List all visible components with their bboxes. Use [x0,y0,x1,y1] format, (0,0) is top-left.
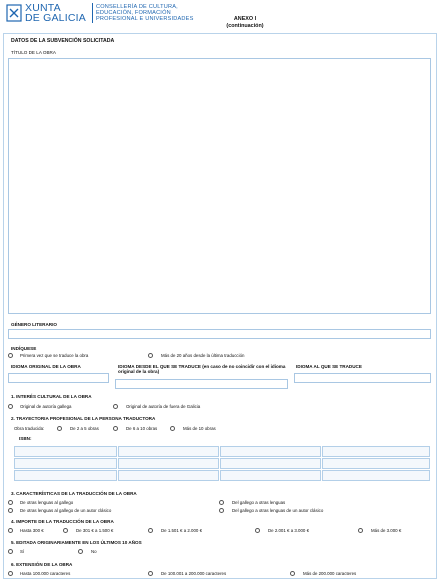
option-galician-author: Original de autoría gallega [20,404,72,409]
annex-title: ANEXO I [233,16,257,22]
radio-2001-3000[interactable] [255,528,260,533]
radio-galician-to-other-classic[interactable] [219,508,224,513]
option-more-10-works: Más de 10 obras [183,426,216,431]
isbn-cell[interactable] [322,470,430,481]
option-galician-to-other-classic: Del gallego a otras lenguas de un autor clásico [232,508,324,513]
radio-301-1500[interactable] [63,528,68,533]
option-other-to-galician: De otras lenguas al gallego [20,500,74,505]
option-1501-2000: De 1.501 € a 2.000 € [161,528,203,533]
radio-100001-200000[interactable] [148,571,153,576]
option-more-200000: Más de 200.000 caracteres [303,571,357,576]
radio-up-to-300[interactable] [8,528,13,533]
indicate-label: INDÍQUESE [11,346,37,351]
lang-to-input[interactable] [294,373,431,383]
radio-non-galician-author[interactable] [113,404,118,409]
isbn-label: ISBN: [19,436,32,441]
genre-input[interactable] [8,329,431,339]
option-2001-3000: De 2.001 € a 3.000 € [268,528,310,533]
radio-galician-author[interactable] [8,404,13,409]
option-more-3000: Más de 3.000 € [371,528,402,533]
q4-label: 4. IMPORTE DE LA TRADUCCIÓN DE LA OBRA [11,519,114,524]
radio-up-to-100000[interactable] [8,571,13,576]
option-2-5-works: De 2 a 5 obras [70,426,99,431]
isbn-cell[interactable] [118,446,219,457]
isbn-grid [14,446,432,486]
radio-galician-to-other[interactable] [219,500,224,505]
logo-text-galicia: DE GALICIA [25,12,86,24]
isbn-cell[interactable] [322,458,430,469]
radio-more-10-works[interactable] [170,426,175,431]
lang-original-input[interactable] [8,373,109,383]
consellería-line-3: PROFESIONAL E UNIVERSIDADES [96,16,194,22]
isbn-cell[interactable] [220,446,321,457]
radio-1501-2000[interactable] [148,528,153,533]
radio-2-5-works[interactable] [57,426,62,431]
logo-text-xunta: XUNTA [25,2,61,14]
genre-label: GÉNERO LITERARIO [11,322,57,327]
option-6-10-works: De 6 a 10 obras [126,426,158,431]
isbn-cell[interactable] [220,470,321,481]
isbn-cell[interactable] [14,470,117,481]
option-other-to-galician-classic: De otras lenguas al gallego de un autor clásico [20,508,112,513]
lang-original-label: IDIOMA ORIGINAL DE LA OBRA [11,364,81,369]
radio-other-to-galician[interactable] [8,500,13,505]
isbn-cell[interactable] [322,446,430,457]
title-input[interactable] [8,58,431,314]
lang-to-label: IDIOMA AL QUE SE TRADUCE [296,364,362,369]
section-title: DATOS DE LA SUBVENCIÓN SOLICITADA [11,38,115,44]
consellería-line-2: EDUCACIÓN, FORMACIÓN [96,10,171,16]
lang-from-label: IDIOMA DESDE EL QUE SE TRADUCE (en caso de no coincidir con el idioma original de la obra) [118,364,286,374]
radio-6-10-works[interactable] [113,426,118,431]
isbn-cell[interactable] [14,458,117,469]
option-first-translation: Primera vez que se traduce la obra [20,353,89,358]
logo-separator [92,3,93,23]
option-up-to-100000: Hasta 100.000 caracteres [20,571,71,576]
consellería-line-1: CONSELLERÍA DE CULTURA, [96,4,178,10]
annex-subtitle: (continuación) [226,23,264,29]
q2-prefix: Obra traducida: [14,426,45,431]
xunta-logo-icon [6,4,22,22]
option-301-1500: De 301 € a 1.500 € [76,528,114,533]
radio-other-to-galician-classic[interactable] [8,508,13,513]
lang-from-input[interactable] [115,379,288,389]
q5-label: 5. EDITADA ORIGINARIAMENTE EN LOS ÚLTIMOS 10 AÑOS [11,540,142,545]
q1-label: 1. INTERÉS CULTURAL DE LA OBRA [11,394,92,399]
radio-yes[interactable] [8,549,13,554]
option-galician-to-other: Del gallego a otras lenguas [232,500,286,505]
q2-label: 2. TRAYECTORIA PROFESIONAL DE LA PERSONA TRADUCTORA [11,416,156,421]
isbn-cell[interactable] [14,446,117,457]
isbn-cell[interactable] [220,458,321,469]
option-non-galician-author: Original de autoría de fuera de Galicia [126,404,201,409]
radio-more-3000[interactable] [358,528,363,533]
q3-label: 3. CARACTERÍSTICAS DE LA TRADUCCIÓN DE LA OBRA [11,491,137,496]
radio-first-translation[interactable] [8,353,13,358]
title-label: TÍTULO DE LA OBRA [11,50,56,55]
radio-no[interactable] [78,549,83,554]
option-20-years: Más de 20 años desde la última traducción [161,353,245,358]
option-no: No [91,549,97,554]
radio-20-years[interactable] [148,353,153,358]
option-up-to-300: Hasta 300 € [20,528,44,533]
radio-more-200000[interactable] [290,571,295,576]
option-100001-200000: De 100.001 a 200.000 caracteres [161,571,227,576]
isbn-cell[interactable] [118,458,219,469]
option-yes: Sí [20,549,25,554]
isbn-cell[interactable] [118,470,219,481]
q6-label: 6. EXTENSIÓN DE LA OBRA [11,562,73,567]
